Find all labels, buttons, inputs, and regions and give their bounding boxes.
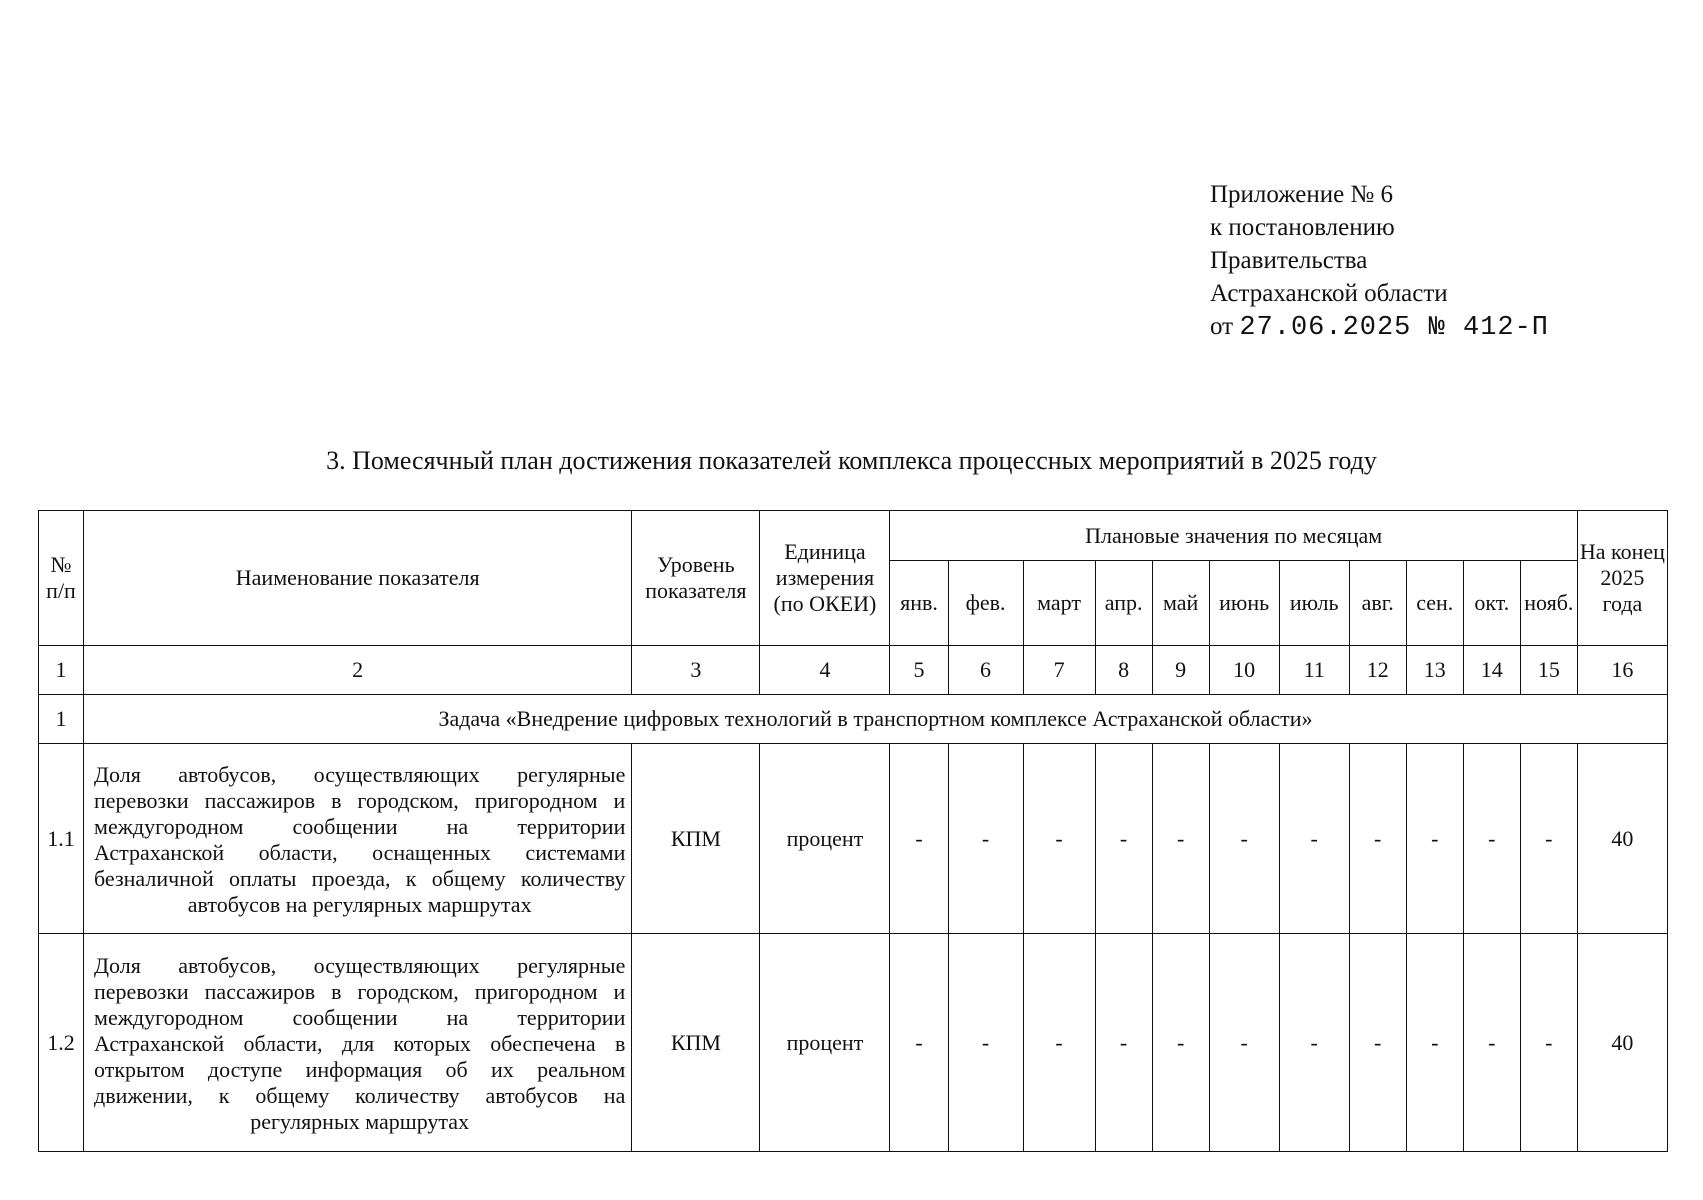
header-month: июнь (1209, 561, 1279, 646)
month-value: - (890, 744, 948, 934)
header-month: авг. (1349, 561, 1406, 646)
month-value: - (1023, 744, 1095, 934)
column-number: 3 (632, 646, 760, 695)
column-number: 8 (1095, 646, 1152, 695)
table-row (39, 744, 1668, 934)
row-number: 1.2 (39, 934, 84, 1152)
month-value: - (1520, 934, 1577, 1152)
plan-table (38, 510, 1668, 1152)
column-number: 4 (760, 646, 890, 695)
month-value: - (1279, 934, 1349, 1152)
appendix-line-4: Астраханской области (1210, 280, 1448, 307)
header-level: Уровень показателя (632, 511, 760, 646)
appendix-block (1210, 178, 1549, 345)
month-value: - (1095, 744, 1152, 934)
header-row-top (39, 511, 1668, 561)
appendix-number: 27.06.2025 № 412-П (1239, 313, 1550, 343)
month-value: - (1520, 744, 1577, 934)
column-number: 5 (890, 646, 948, 695)
header-end-year: На конец 2025 года (1577, 511, 1667, 646)
column-number: 1 (39, 646, 84, 695)
header-unit: Единица измерения (по ОКЕИ) (760, 511, 890, 646)
month-value: - (1209, 934, 1279, 1152)
month-value: - (1349, 744, 1406, 934)
header-num: № п/п (39, 511, 84, 646)
month-value: - (1406, 934, 1463, 1152)
month-value: - (1349, 934, 1406, 1152)
column-number: 13 (1406, 646, 1463, 695)
indicator-unit: процент (760, 744, 890, 934)
column-number: 15 (1520, 646, 1577, 695)
month-value: - (948, 744, 1023, 934)
column-number: 12 (1349, 646, 1406, 695)
column-number: 2 (84, 646, 632, 695)
month-value: - (1023, 934, 1095, 1152)
appendix-line-3: Правительства (1210, 247, 1368, 274)
column-number: 11 (1279, 646, 1349, 695)
indicator-name: Доля автобусов, осуществляющих регулярные перевозки пассажиров в городском, пригородном и междугородном сообщении на территории Астраханской области, оснащенных системами безналичной оплаты проезда, к общему количеству автобусов на регулярных маршрутах (84, 744, 632, 934)
header-month: апр. (1095, 561, 1152, 646)
document-title: 3. Помесячный план достижения показателей комплекса процессных мероприятий в 2025 году (326, 446, 1377, 475)
month-value: - (890, 934, 948, 1152)
row-number: 1.1 (39, 744, 84, 934)
header-monthly: Плановые значения по месяцам (890, 511, 1577, 561)
table-body (39, 511, 1668, 1152)
header-month: фев. (948, 561, 1023, 646)
appendix-from-label: от (1210, 313, 1234, 340)
month-value: - (1279, 744, 1349, 934)
task-row (39, 695, 1668, 744)
task-number: 1 (39, 695, 84, 744)
column-number: 9 (1152, 646, 1209, 695)
month-value: - (1463, 744, 1520, 934)
month-value: - (1209, 744, 1279, 934)
month-value: - (1406, 744, 1463, 934)
column-number: 7 (1023, 646, 1095, 695)
header-month: март (1023, 561, 1095, 646)
header-month: окт. (1463, 561, 1520, 646)
column-number-row (39, 646, 1668, 695)
column-number: 14 (1463, 646, 1520, 695)
task-label: Задача «Внедрение цифровых технологий в транспортном комплексе Астраханской области» (84, 695, 1668, 744)
header-month: май (1152, 561, 1209, 646)
column-number: 16 (1577, 646, 1667, 695)
appendix-line-2: к постановлению (1210, 214, 1395, 241)
month-value: - (948, 934, 1023, 1152)
header-month: янв. (890, 561, 948, 646)
indicator-name: Доля автобусов, осуществляющих регулярные перевозки пассажиров в городском, пригородном и междугородном сообщении на территории Астраханской области, для которых обеспечена в открытом доступе информация об их реальном движении, к общему количеству автобусов на регулярных маршрутах (84, 934, 632, 1152)
appendix-line-1: Приложение № 6 (1210, 181, 1394, 208)
column-number: 10 (1209, 646, 1279, 695)
month-value: - (1463, 934, 1520, 1152)
month-value: - (1152, 934, 1209, 1152)
indicator-unit: процент (760, 934, 890, 1152)
indicator-level: КПМ (632, 744, 760, 934)
month-value: - (1095, 934, 1152, 1152)
header-month: сен. (1406, 561, 1463, 646)
end-year-value: 40 (1577, 934, 1667, 1152)
indicator-level: КПМ (632, 934, 760, 1152)
column-number: 6 (948, 646, 1023, 695)
header-name: Наименование показателя (84, 511, 632, 646)
header-month: июль (1279, 561, 1349, 646)
end-year-value: 40 (1577, 744, 1667, 934)
appendix-date-line (1210, 310, 1549, 345)
header-month: нояб. (1520, 561, 1577, 646)
table-row (39, 934, 1668, 1152)
month-value: - (1152, 744, 1209, 934)
